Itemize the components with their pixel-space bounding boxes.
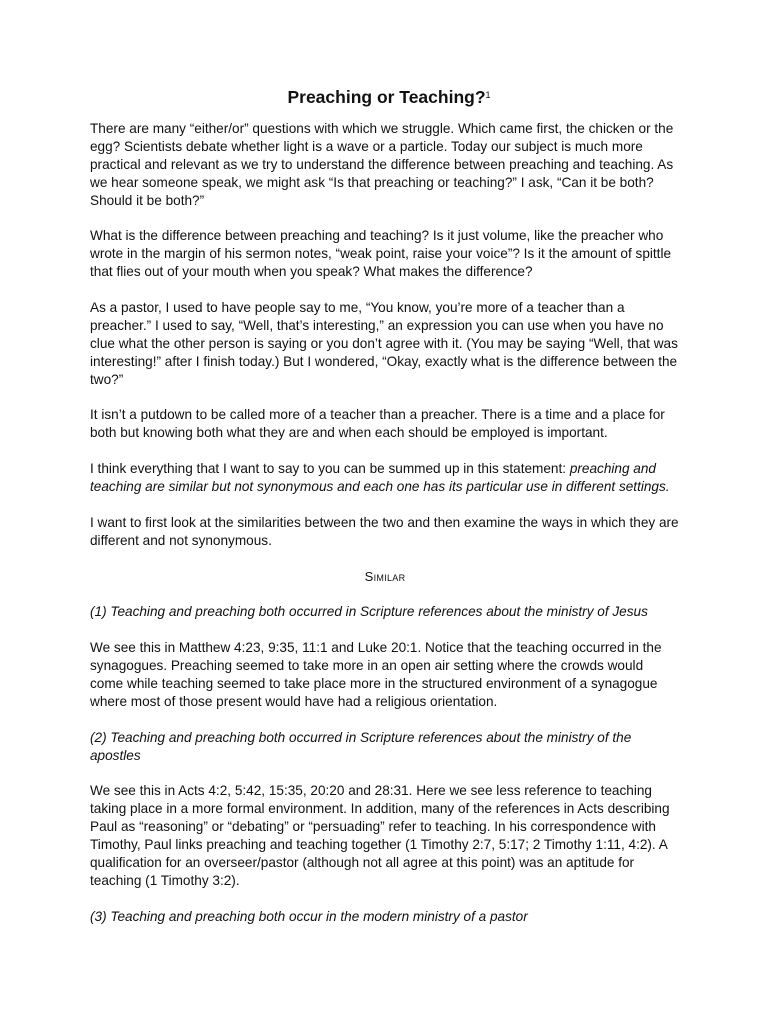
thesis-lead: I think everything that I want to say to you can be summed up in this statement: bbox=[90, 461, 570, 477]
paragraph-thesis bbox=[90, 460, 680, 496]
point-heading-1: (1) Teaching and preaching both occurred in Scripture references about the ministry of Jesus bbox=[90, 604, 648, 620]
paragraph-putdown: It isn’t a putdown to be called more of a teacher than a preacher. There is a time and a place for both but knowing both what they are and when each should be employed is important. bbox=[90, 407, 665, 441]
document-page bbox=[90, 86, 680, 944]
point-body-1: We see this in Matthew 4:23, 9:35, 11:1 and Luke 20:1. Notice that the teaching occurred in the synagogues. Preaching seemed to take more in an open air setting where the crowds would come while teaching seemed to take place more in the structured environment of a synagogue where most of those present would have had a religious orientation. bbox=[90, 640, 662, 709]
footnote-marker[interactable]: 1 bbox=[485, 90, 491, 100]
paragraph-difference-question: What is the difference between preaching and teaching? Is it just volume, like the preacher who wrote in the margin of his sermon notes, “weak point, raise your voice”? Is it the amount of spittle that flies out of your mouth when you speak? What makes the difference? bbox=[90, 228, 672, 280]
point-heading-3: (3) Teaching and preaching both occur in the modern ministry of a pastor bbox=[90, 908, 528, 924]
point-body-2: We see this in Acts 4:2, 5:42, 15:35, 20:20 and 28:31. Here we see less reference to teaching taking place in a more formal environment. In addition, many of the references in Acts describing Paul as “reasoning” or “debating” or “persuading” refer to teaching. In his correspondence with Timothy, Paul links preaching and teaching together (1 Timothy 2:7, 5:17; 2 Timothy 1:11, 4:2). A qualification for an overseer/pastor (although not all agree at this point) was an aptitude for teaching (1 Timothy 3:2). bbox=[90, 783, 670, 888]
point-heading-2: (2) Teaching and preaching both occurred in Scripture references about the ministry of the apostles bbox=[90, 729, 632, 763]
paragraph-pastor-anecdote: As a pastor, I used to have people say to me, “You know, you’re more of a teacher than a preacher.” I used to say, “Well, that’s interesting,” an expression you can use when you have no clue what the other person is saying or you don’t agree with it. (You may be saying “Well, that was interesting!” after I finish today.) But I wondered, “Okay, exactly what is the difference between the two?” bbox=[90, 300, 678, 387]
paragraph-intro: There are many “either/or” questions with which we struggle. Which came first, the chicken or the egg? Scientists debate whether light is a wave or a particle. Today our subject is much more practical and relevant as we try to understand the difference between preaching and teaching. As we hear someone speak, we might ask “Is that preaching or teaching?” I ask, “Can it be both? Should it be both?” bbox=[90, 121, 674, 208]
paragraph-plan: I want to first look at the similarities between the two and then examine the ways in which they are different and not synonymous. bbox=[90, 514, 679, 548]
document-title bbox=[90, 86, 680, 108]
thesis-statement: preaching and teaching are similar but not synonymous and each one has its particular use in different settings. bbox=[90, 461, 670, 495]
section-heading-similar: Similar bbox=[364, 568, 406, 584]
title-text: Preaching or Teaching? bbox=[287, 87, 486, 107]
